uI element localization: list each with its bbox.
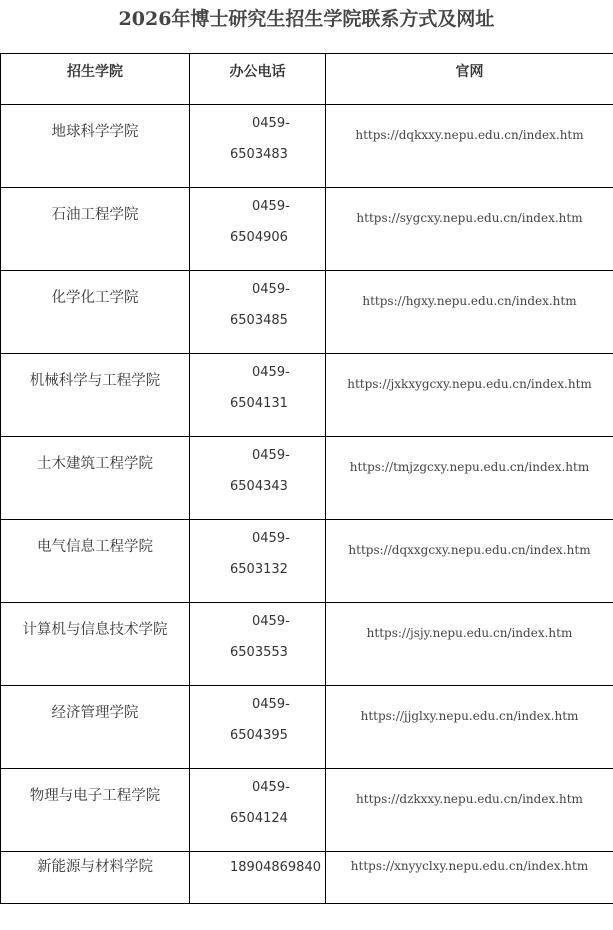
college-name: 电气信息工程学院 <box>1 520 190 603</box>
table-row <box>1 105 613 188</box>
website-link[interactable]: https://dzkxxy.nepu.edu.cn/index.htm <box>326 769 613 852</box>
phone-prefix: 0459- <box>252 116 290 131</box>
office-phone <box>190 686 326 769</box>
website-link[interactable]: https://dqkxxy.nepu.edu.cn/index.htm <box>326 105 613 188</box>
phone-prefix: 0459- <box>252 531 290 546</box>
website-link[interactable]: https://dqxxgcxy.nepu.edu.cn/index.htm <box>326 520 613 603</box>
office-phone <box>190 354 326 437</box>
college-name: 化学化工学院 <box>1 271 190 354</box>
table-row <box>1 769 613 852</box>
phone-number: 6504906 <box>230 230 288 245</box>
office-phone <box>190 520 326 603</box>
table-header-row <box>1 54 613 105</box>
phone-prefix: 0459- <box>252 697 290 712</box>
table-row <box>1 271 613 354</box>
table-row <box>1 520 613 603</box>
website-link[interactable]: https://jsjy.nepu.edu.cn/index.htm <box>326 603 613 686</box>
office-phone <box>190 105 326 188</box>
office-phone <box>190 188 326 271</box>
table-row <box>1 603 613 686</box>
phone-number: 6503553 <box>230 645 288 660</box>
office-phone <box>190 437 326 520</box>
website-link[interactable]: https://tmjzgcxy.nepu.edu.cn/index.htm <box>326 437 613 520</box>
phone-prefix: 0459- <box>252 614 290 629</box>
college-name: 机械科学与工程学院 <box>1 354 190 437</box>
college-name: 地球科学学院 <box>1 105 190 188</box>
phone-prefix: 0459- <box>252 780 290 795</box>
table-row <box>1 354 613 437</box>
phone-prefix: 0459- <box>252 199 290 214</box>
phone-prefix: 0459- <box>252 282 290 297</box>
phone-number: 6503483 <box>230 147 288 162</box>
table-row <box>1 686 613 769</box>
table-row <box>1 188 613 271</box>
office-phone <box>190 769 326 852</box>
college-name: 计算机与信息技术学院 <box>1 603 190 686</box>
phone-number: 6504124 <box>230 811 288 826</box>
phone-prefix: 18904869840 <box>230 860 321 875</box>
website-link[interactable]: https://jxkxygcxy.nepu.edu.cn/index.htm <box>326 354 613 437</box>
website-link[interactable]: https://hgxy.nepu.edu.cn/index.htm <box>326 271 613 354</box>
phone-number: 6504131 <box>230 396 288 411</box>
table-row <box>1 437 613 520</box>
phone-number: 6503485 <box>230 313 288 328</box>
phone-number: 6504395 <box>230 728 288 743</box>
office-phone <box>190 852 326 904</box>
header-phone: 办公电话 <box>190 54 326 105</box>
college-name: 经济管理学院 <box>1 686 190 769</box>
website-link[interactable]: https://sygcxy.nepu.edu.cn/index.htm <box>326 188 613 271</box>
header-website: 官网 <box>326 54 613 105</box>
contact-table <box>0 53 613 904</box>
college-name: 新能源与材料学院 <box>1 852 190 904</box>
website-link[interactable]: https://xnyyclxy.nepu.edu.cn/index.htm <box>326 852 613 904</box>
website-link[interactable]: https://jjglxy.nepu.edu.cn/index.htm <box>326 686 613 769</box>
phone-number: 6503132 <box>230 562 288 577</box>
office-phone <box>190 271 326 354</box>
page-title: 2026年博士研究生招生学院联系方式及网址 <box>118 8 495 30</box>
college-name: 土木建筑工程学院 <box>1 437 190 520</box>
phone-number: 6504343 <box>230 479 288 494</box>
office-phone <box>190 603 326 686</box>
phone-prefix: 0459- <box>252 365 290 380</box>
table-row <box>1 852 613 904</box>
phone-prefix: 0459- <box>252 448 290 463</box>
college-name: 石油工程学院 <box>1 188 190 271</box>
header-college: 招生学院 <box>1 54 190 105</box>
college-name: 物理与电子工程学院 <box>1 769 190 852</box>
